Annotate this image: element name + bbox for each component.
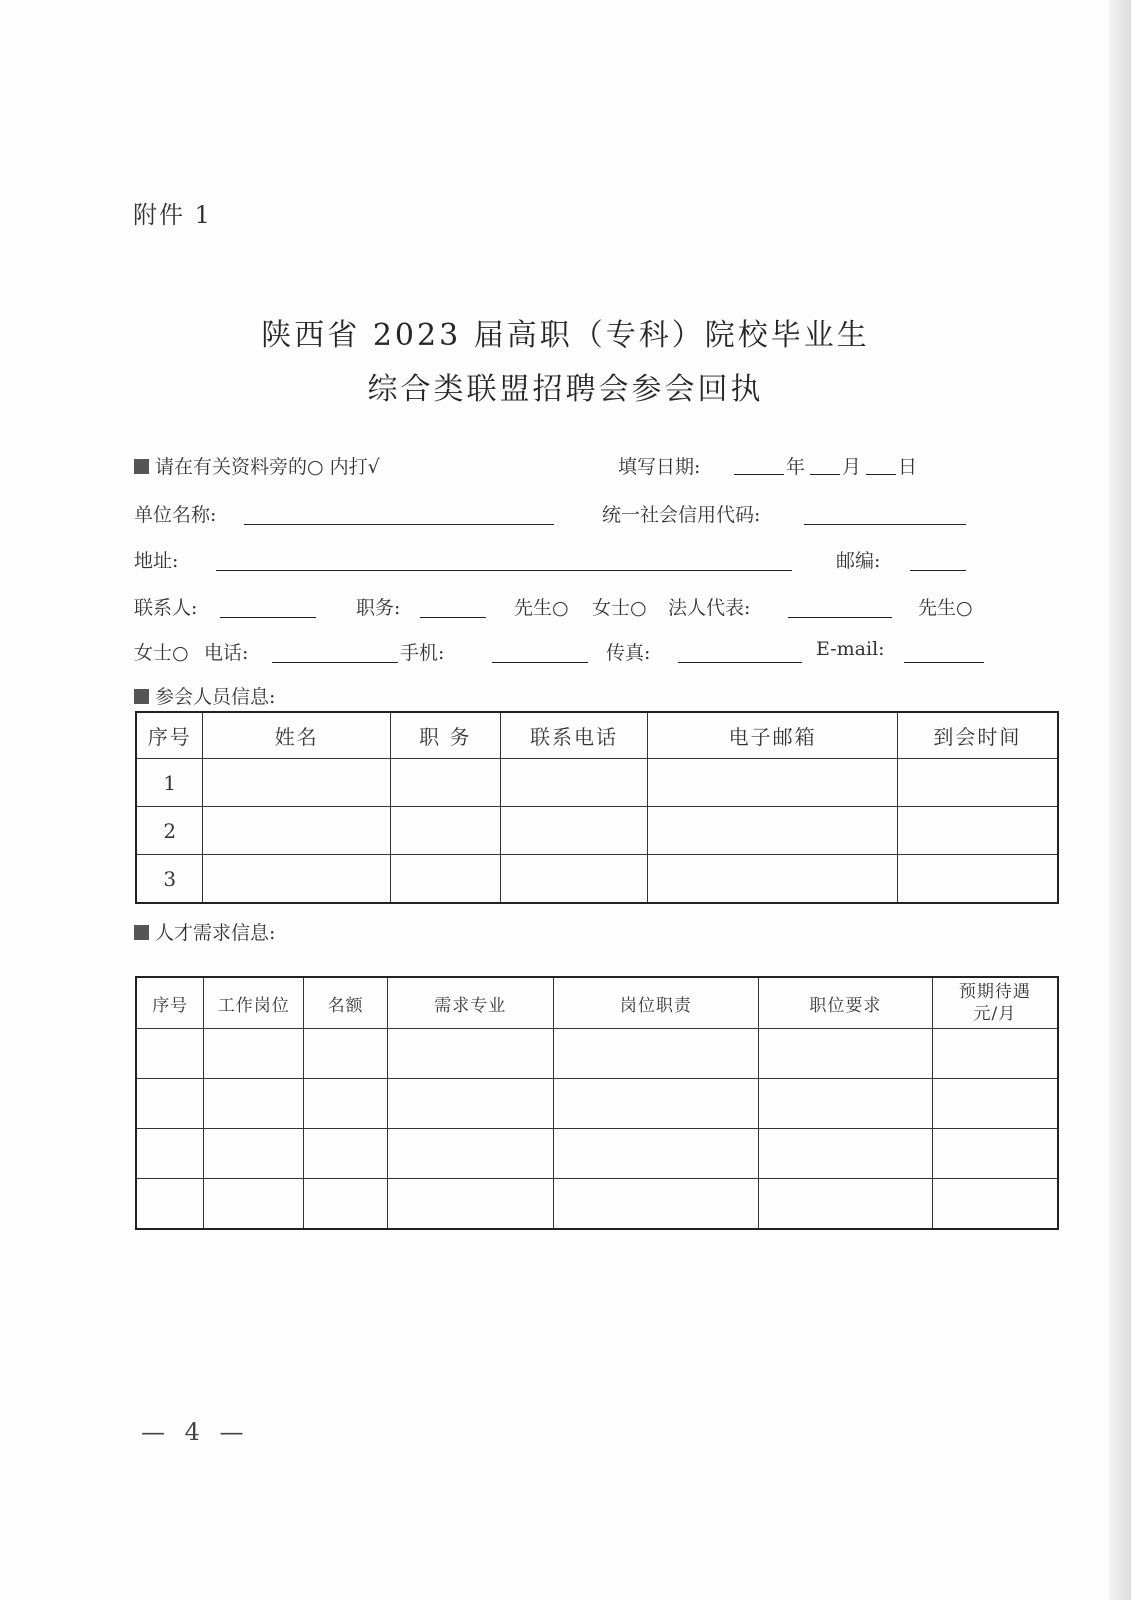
phone-label: 电话: bbox=[204, 642, 249, 664]
postcode-label: 邮编: bbox=[836, 550, 881, 572]
header-cell: 序号 bbox=[136, 977, 204, 1029]
header-cell: 姓名 bbox=[203, 712, 391, 759]
position-blank[interactable] bbox=[420, 617, 486, 618]
cell[interactable] bbox=[136, 1029, 204, 1079]
table-row bbox=[136, 759, 1058, 807]
attachment-label: 附件 1 bbox=[133, 201, 212, 229]
title-line-1: 陕西省 2023 届高职（专科）院校毕业生 bbox=[261, 318, 870, 353]
legal-rep-label: 法人代表: bbox=[668, 597, 751, 619]
cell[interactable] bbox=[304, 1029, 388, 1079]
arrival-cell[interactable] bbox=[897, 855, 1058, 904]
cell[interactable] bbox=[553, 1179, 759, 1230]
contact-label: 联系人: bbox=[134, 597, 198, 619]
instruction-text: 请在有关资料旁的○ 内打√ bbox=[134, 452, 380, 479]
cell[interactable] bbox=[759, 1029, 933, 1079]
salary-header-line1: 预期待遇 bbox=[958, 982, 1031, 1002]
header-cell: 序号 bbox=[136, 712, 203, 759]
cell[interactable] bbox=[204, 1029, 304, 1079]
square-bullet-icon bbox=[134, 459, 149, 474]
year-blank[interactable] bbox=[734, 474, 784, 475]
legal-rep-mr-option[interactable]: 先生○ bbox=[918, 597, 973, 619]
cell[interactable] bbox=[387, 1179, 553, 1230]
row-number: 3 bbox=[136, 855, 203, 904]
name-cell[interactable] bbox=[203, 759, 391, 807]
mobile-blank[interactable] bbox=[492, 662, 588, 663]
credit-code-label: 统一社会信用代码: bbox=[602, 504, 761, 526]
name-cell[interactable] bbox=[203, 807, 391, 855]
fax-blank[interactable] bbox=[678, 662, 802, 663]
square-bullet-icon bbox=[134, 689, 149, 704]
header-cell: 电子邮箱 bbox=[648, 712, 897, 759]
table-header-row bbox=[136, 977, 1058, 1029]
cell[interactable] bbox=[759, 1079, 933, 1129]
header-cell: 工作岗位 bbox=[204, 977, 304, 1029]
table-row bbox=[136, 807, 1058, 855]
talent-demand-table bbox=[135, 976, 1059, 1230]
position-cell[interactable] bbox=[390, 759, 500, 807]
table-row bbox=[136, 855, 1058, 904]
legal-rep-ms-option[interactable]: 女士○ bbox=[134, 642, 189, 664]
name-cell[interactable] bbox=[203, 855, 391, 904]
legal-rep-blank[interactable] bbox=[788, 617, 892, 618]
position-cell[interactable] bbox=[390, 807, 500, 855]
email-cell[interactable] bbox=[648, 855, 897, 904]
table-header-row bbox=[136, 712, 1058, 759]
square-bullet-icon bbox=[134, 925, 149, 940]
unit-name-blank[interactable] bbox=[244, 524, 554, 525]
arrival-cell[interactable] bbox=[897, 807, 1058, 855]
table-row bbox=[136, 1029, 1058, 1079]
month-blank[interactable] bbox=[810, 474, 840, 475]
month-label: 月 bbox=[842, 456, 862, 478]
header-cell-salary bbox=[932, 977, 1058, 1029]
table-row bbox=[136, 1079, 1058, 1129]
table-row bbox=[136, 1129, 1058, 1179]
postcode-blank[interactable] bbox=[910, 570, 966, 571]
cell[interactable] bbox=[932, 1079, 1058, 1129]
cell[interactable] bbox=[204, 1079, 304, 1129]
header-cell: 联系电话 bbox=[500, 712, 648, 759]
cell[interactable] bbox=[759, 1129, 933, 1179]
salary-header-line2: 元/月 bbox=[973, 1004, 1017, 1024]
phone-blank[interactable] bbox=[272, 662, 398, 663]
cell[interactable] bbox=[932, 1179, 1058, 1230]
cell[interactable] bbox=[387, 1129, 553, 1179]
unit-row bbox=[134, 500, 1004, 534]
header-cell: 职 务 bbox=[390, 712, 500, 759]
cell[interactable] bbox=[304, 1079, 388, 1129]
row-number: 1 bbox=[136, 759, 203, 807]
talent-section-row bbox=[134, 918, 1004, 952]
cell[interactable] bbox=[136, 1129, 204, 1179]
position-label: 职务: bbox=[356, 597, 401, 619]
cell[interactable] bbox=[759, 1179, 933, 1230]
year-label: 年 bbox=[786, 456, 806, 478]
page-number: — 4 — bbox=[141, 1418, 250, 1446]
address-label: 地址: bbox=[134, 550, 179, 572]
row-number: 2 bbox=[136, 807, 203, 855]
phone-cell[interactable] bbox=[500, 759, 648, 807]
attendee-table bbox=[135, 711, 1059, 904]
email-label: E-mail: bbox=[816, 638, 885, 660]
instruction-row bbox=[134, 452, 1004, 486]
fill-date-label: 填写日期: bbox=[618, 456, 701, 478]
email-cell[interactable] bbox=[648, 807, 897, 855]
day-label: 日 bbox=[898, 456, 918, 478]
cell[interactable] bbox=[553, 1129, 759, 1179]
phone-cell[interactable] bbox=[500, 807, 648, 855]
cell[interactable] bbox=[387, 1029, 553, 1079]
unit-name-label: 单位名称: bbox=[134, 504, 217, 526]
contact-blank[interactable] bbox=[220, 617, 316, 618]
credit-code-blank[interactable] bbox=[804, 524, 966, 525]
cell[interactable] bbox=[304, 1129, 388, 1179]
talent-section-title: 人才需求信息: bbox=[134, 918, 275, 945]
email-blank[interactable] bbox=[904, 662, 984, 663]
cell[interactable] bbox=[932, 1129, 1058, 1179]
cell[interactable] bbox=[553, 1029, 759, 1079]
cell[interactable] bbox=[204, 1129, 304, 1179]
header-cell: 岗位职责 bbox=[553, 977, 759, 1029]
email-cell[interactable] bbox=[648, 759, 897, 807]
arrival-cell[interactable] bbox=[897, 759, 1058, 807]
attendee-section-title: 参会人员信息: bbox=[134, 682, 275, 709]
table-row bbox=[136, 1179, 1058, 1230]
contact-row bbox=[134, 593, 1004, 627]
title-line-2: 综合类联盟招聘会参会回执 bbox=[367, 372, 764, 407]
address-row bbox=[134, 546, 1004, 580]
cell[interactable] bbox=[304, 1179, 388, 1230]
contact-mr-option[interactable]: 先生○ bbox=[514, 597, 569, 619]
fax-label: 传真: bbox=[606, 642, 651, 664]
address-blank[interactable] bbox=[216, 570, 792, 571]
cell[interactable] bbox=[387, 1079, 553, 1129]
header-cell: 职位要求 bbox=[759, 977, 933, 1029]
header-cell: 到会时间 bbox=[897, 712, 1058, 759]
phone-cell[interactable] bbox=[500, 855, 648, 904]
cell[interactable] bbox=[553, 1079, 759, 1129]
phone-row bbox=[134, 638, 1004, 672]
mobile-label: 手机: bbox=[400, 642, 445, 664]
scan-edge-shadow bbox=[1109, 0, 1131, 1600]
cell[interactable] bbox=[136, 1179, 204, 1230]
day-blank[interactable] bbox=[866, 474, 896, 475]
position-cell[interactable] bbox=[390, 855, 500, 904]
cell[interactable] bbox=[136, 1079, 204, 1129]
header-cell: 名额 bbox=[304, 977, 388, 1029]
cell[interactable] bbox=[932, 1029, 1058, 1079]
header-cell: 需求专业 bbox=[387, 977, 553, 1029]
contact-ms-option[interactable]: 女士○ bbox=[592, 597, 647, 619]
cell[interactable] bbox=[204, 1179, 304, 1230]
